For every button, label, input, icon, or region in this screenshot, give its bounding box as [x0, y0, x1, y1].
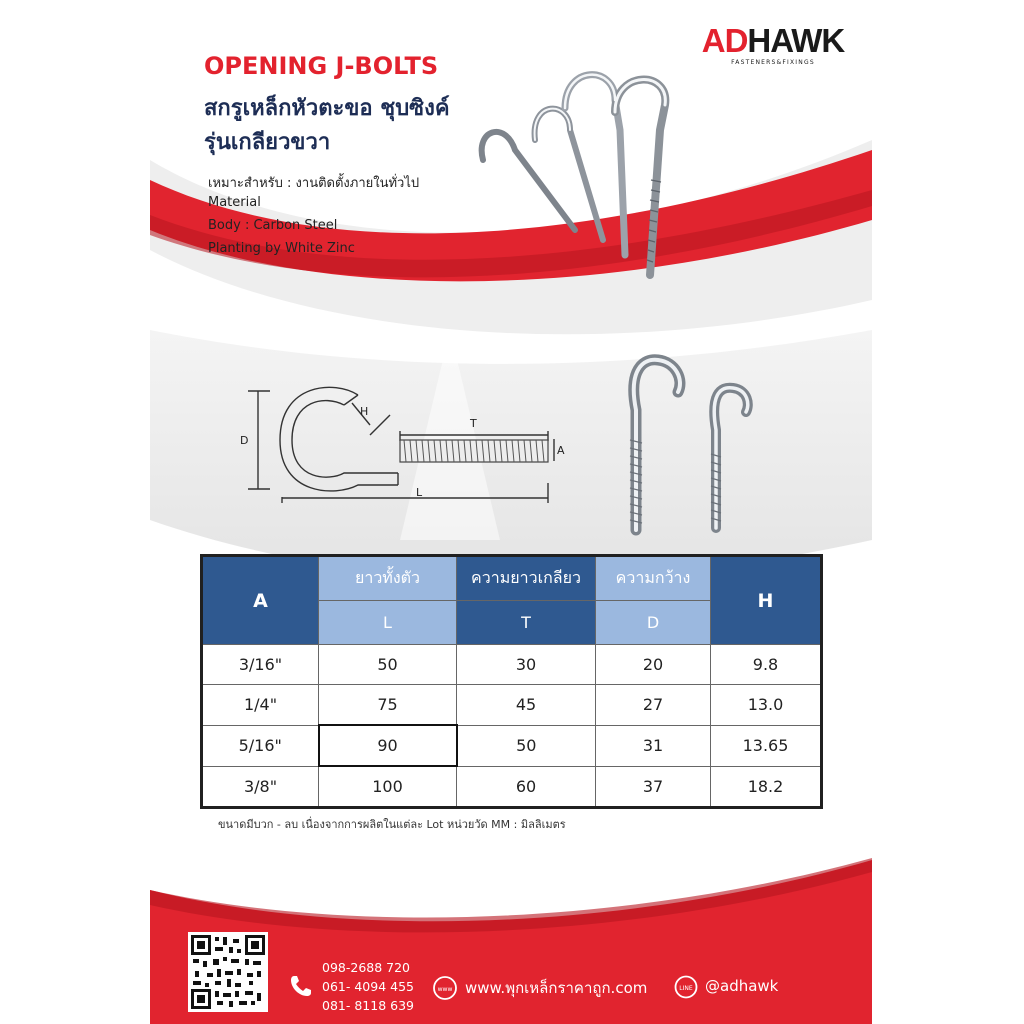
product-title: OPENING J-BOLTS	[204, 52, 439, 80]
header-t: T	[457, 601, 596, 645]
cell-a: 3/16"	[202, 645, 319, 685]
header-l: L	[319, 601, 457, 645]
cell-d: 31	[596, 725, 711, 766]
product-subtitle-line1: สกรูเหล็กหัวตะขอ ชุบซิงค์	[204, 96, 450, 121]
cell-h: 13.65	[711, 725, 822, 766]
brand-name-rest: HAWK	[747, 22, 845, 59]
cell-a: 3/8"	[202, 766, 319, 808]
cell-d: 20	[596, 645, 711, 685]
info-body-material: Body : Carbon Steel	[208, 218, 338, 233]
header-length-th: ยาวทั้งตัว	[319, 556, 457, 601]
website-link[interactable]: www.พุกเหล็กราคาถูก.com	[465, 979, 648, 997]
qr-code-icon	[191, 935, 265, 1009]
label-h: H	[360, 405, 369, 418]
tolerance-note: ขนาดมีบวก - ลบ เนื่องจากการผลิตในแต่ละ Lot หน่วยวัด MM : มิลลิเมตร	[218, 818, 566, 831]
cell-l: 90	[319, 725, 457, 766]
phone-number[interactable]: 061- 4094 455	[322, 979, 414, 994]
qr-code[interactable]	[188, 932, 268, 1012]
info-material-heading: Material	[208, 195, 261, 210]
label-l: L	[416, 486, 423, 499]
cell-t: 30	[457, 645, 596, 685]
spec-table	[200, 554, 823, 809]
header-width-th: ความกว้าง	[596, 556, 711, 601]
info-usage: เหมาะสำหรับ : งานติดตั้งภายในทั่วไป	[208, 176, 420, 191]
label-a: A	[557, 444, 565, 457]
brand-tagline: FASTENERS&FIXINGS	[731, 59, 815, 66]
label-d: D	[240, 434, 249, 447]
header-h: H	[711, 556, 822, 645]
cell-a: 5/16"	[202, 725, 319, 766]
phone-number[interactable]: 098-2688 720	[322, 960, 411, 975]
cell-h: 9.8	[711, 645, 822, 685]
cell-a: 1/4"	[202, 685, 319, 726]
table-row	[202, 685, 822, 726]
cell-t: 45	[457, 685, 596, 726]
svg-text:www: www	[437, 986, 453, 993]
cell-h: 18.2	[711, 766, 822, 808]
brand-logo	[698, 24, 848, 66]
j-bolt-photo	[598, 350, 768, 540]
cell-l: 50	[319, 645, 457, 685]
cell-l: 75	[319, 685, 457, 726]
phone-icon	[288, 973, 314, 999]
header-d: D	[596, 601, 711, 645]
table-row	[202, 766, 822, 808]
product-subtitle-line2: รุ่นเกลียวขวา	[204, 130, 331, 155]
cell-d: 27	[596, 685, 711, 726]
cell-l: 100	[319, 766, 457, 808]
cell-d: 37	[596, 766, 711, 808]
header-thread-length-th: ความยาวเกลียว	[457, 556, 596, 601]
line-app-icon	[674, 975, 698, 999]
table-row	[202, 645, 822, 685]
svg-text:LINE: LINE	[679, 985, 693, 992]
j-bolts-product-image	[475, 60, 715, 280]
brand-name	[698, 24, 848, 58]
table-row	[202, 725, 822, 766]
product-sheet	[150, 0, 872, 1024]
line-id[interactable]: @adhawk	[705, 977, 779, 995]
globe-icon	[432, 975, 458, 1001]
dimension-diagram	[240, 385, 570, 525]
phone-numbers	[322, 958, 414, 1015]
brand-name-accent: AD	[701, 22, 748, 59]
info-plating: Planting by White Zinc	[208, 241, 355, 256]
cell-h: 13.0	[711, 685, 822, 726]
label-t: T	[470, 417, 477, 430]
cell-t: 60	[457, 766, 596, 808]
cell-t: 50	[457, 725, 596, 766]
header-a: A	[202, 556, 319, 645]
phone-number[interactable]: 081- 8118 639	[322, 998, 414, 1013]
